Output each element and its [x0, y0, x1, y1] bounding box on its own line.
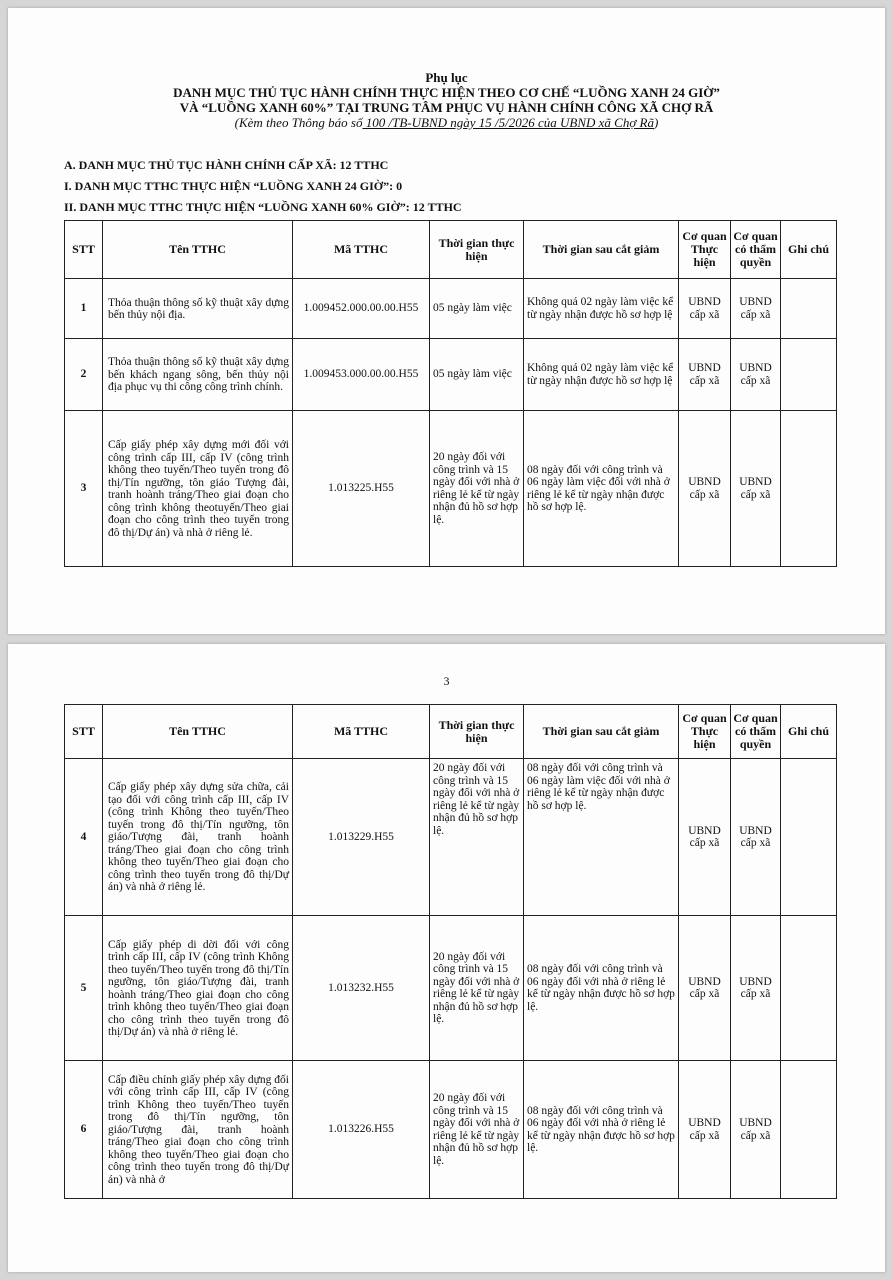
col-header-authority: Cơ quan có thẩm quyền — [731, 221, 781, 279]
row-note — [781, 916, 837, 1061]
row-authority: UBND cấp xã — [731, 916, 781, 1061]
row-authority: UBND cấp xã — [731, 1061, 781, 1199]
row-cut-time: 08 ngày đối với công trình và 06 ngày đối với nhà ở riêng lẻ kể từ ngày nhận được hồ sơ hợp lệ. — [524, 1061, 679, 1199]
row-code: 1.013232.H55 — [293, 916, 430, 1061]
col-header-cut-time: Thời gian sau cắt giảm — [524, 705, 679, 759]
row-time: 20 ngày đối với công trình và 15 ngày đối với nhà ở riêng lẻ kể từ ngày nhận đủ hồ sơ hợp lệ. — [430, 916, 524, 1061]
row-time: 05 ngày làm việc — [430, 279, 524, 339]
row-code: 1.013229.H55 — [293, 759, 430, 916]
table-row — [65, 1061, 837, 1199]
row-authority: UBND cấp xã — [731, 279, 781, 339]
row-note — [781, 1061, 837, 1199]
row-cut-time: Không quá 02 ngày làm việc kể từ ngày nhận được hồ sơ hợp lệ — [524, 339, 679, 411]
reference-prefix: (Kèm theo Thông báo số — [234, 115, 363, 130]
section-a-heading: A. DANH MỤC THỦ TỤC HÀNH CHÍNH CẤP XÃ: 12 TTHC — [64, 158, 389, 172]
col-header-code: Mã TTHC — [293, 221, 430, 279]
table-row — [65, 411, 837, 567]
row-name: Cấp giấy phép xây dựng sửa chữa, cải tạo đối với công trình cấp III, cấp IV (công trình Không theo tuyến/Theo tuyến trong đô thị/Tín ngưỡng, tôn giáo/Tượng đài, tranh hoành tráng/Theo giai đoạn cho công trình không theo tuyến/Theo giai đoạn cho công trình theo tuyến trong đô thị/Dự án) và nhà ở riêng lẻ. — [103, 759, 293, 916]
row-stt: 2 — [65, 339, 103, 411]
row-exec-agency: UBND cấp xã — [679, 1061, 731, 1199]
row-time: 20 ngày đối với công trình và 15 ngày đối với nhà ở riêng lẻ kể từ ngày nhận đủ hồ sơ hợp lệ. — [430, 1061, 524, 1199]
appendix-title: Phụ lục — [425, 70, 468, 85]
row-exec-agency: UBND cấp xã — [679, 339, 731, 411]
row-name: Cấp giấy phép di dời đối với công trình cấp III, cấp IV (công trình Không theo tuyến/Theo tuyến trong đô thị/Tín ngưỡng, tôn giáo/Tượng đài, tranh hoành tráng/Theo giai đoạn cho công trình không theo tuyến/Theo giai đoạn cho công trình theo tuyến trong đô thị/Dự án) và nhà ở riêng lẻ. — [103, 916, 293, 1061]
row-name: Cấp giấy phép xây dựng mới đối với công trình cấp III, cấp IV (công trình không theo tuyến/Theo tuyến trong đô thị/Tín ngưỡng, tôn giáo Tượng đài, tranh hoành tráng/Theo giai đoạn cho công trình không theotuyến/Theo giai đoạn cho công trình theo tuyến trong đô thị/Dự án) và nhà ở riêng lẻ. — [103, 411, 293, 567]
col-header-exec-agency: Cơ quan Thực hiện — [679, 221, 731, 279]
reference-suffix: ) — [653, 115, 659, 130]
row-authority: UBND cấp xã — [731, 339, 781, 411]
row-stt: 3 — [65, 411, 103, 567]
row-cut-time: 08 ngày đối với công trình và 06 ngày làm việc đối với nhà ở riêng lẻ kể từ ngày nhận được hồ sơ hợp lệ. — [524, 759, 679, 916]
row-stt: 4 — [65, 759, 103, 916]
col-header-authority: Cơ quan có thẩm quyền — [731, 705, 781, 759]
row-stt: 5 — [65, 916, 103, 1061]
row-time: 20 ngày đối với công trình và 15 ngày đối với nhà ở riêng lẻ kể từ ngày nhận đủ hồ sơ hợp lệ. — [430, 411, 524, 567]
table-row — [65, 339, 837, 411]
row-exec-agency: UBND cấp xã — [679, 279, 731, 339]
row-authority: UBND cấp xã — [731, 759, 781, 916]
section-i-heading: I. DANH MỤC TTHC THỰC HIỆN “LUỒNG XANH 24 GIỜ”: 0 — [64, 179, 403, 193]
row-stt: 6 — [65, 1061, 103, 1199]
row-note — [781, 411, 837, 567]
row-code: 1.009453.000.00.00.H55 — [293, 339, 430, 411]
section-ii-heading: II. DANH MỤC TTHC THỰC HIỆN “LUỒNG XANH 60% GIỜ”: 12 TTHC — [64, 200, 462, 214]
row-code: 1.013226.H55 — [293, 1061, 430, 1199]
document-page-1 — [8, 8, 885, 634]
row-name: Cấp điều chỉnh giấy phép xây dựng đối với công trình cấp III, cấp IV (công trình Không theo tuyến/Theo tuyến trong đô thị/Tín ngưỡng, tôn giáo/Tượng đài, tranh hoành tráng/Theo giai đoạn cho công trình không theo tuyến/Theo giai đoạn cho công trình theo tuyến trong đô thị/Dự án) và nhà ở — [103, 1061, 293, 1199]
procedure-table-page-1 — [64, 220, 837, 567]
col-header-exec-agency: Cơ quan Thực hiện — [679, 705, 731, 759]
document-title-line-2: VÀ “LUỒNG XANH 60%” TẠI TRUNG TÂM PHỤC VỤ HÀNH CHÍNH CÔNG XÃ CHỢ RÃ — [179, 100, 714, 115]
row-note — [781, 279, 837, 339]
row-code: 1.013225.H55 — [293, 411, 430, 567]
document-title-line-1: DANH MỤC THỦ TỤC HÀNH CHÍNH THỰC HIỆN THEO CƠ CHẾ “LUỒNG XANH 24 GIỜ” — [173, 85, 720, 100]
col-header-note: Ghi chú — [781, 705, 837, 759]
row-cut-time: Không quá 02 ngày làm việc kể từ ngày nhận được hồ sơ hợp lệ — [524, 279, 679, 339]
row-cut-time: 08 ngày đối với công trình và 06 ngày đối với nhà ở riêng lẻ kể từ ngày nhận được hồ sơ hợp lệ. — [524, 916, 679, 1061]
row-time: 05 ngày làm việc — [430, 339, 524, 411]
page-number: 3 — [443, 674, 450, 688]
col-header-name: Tên TTHC — [103, 705, 293, 759]
table-row — [65, 916, 837, 1061]
col-header-stt: STT — [65, 221, 103, 279]
procedure-table-page-2 — [64, 704, 837, 1199]
row-note — [781, 339, 837, 411]
col-header-time: Thời gian thực hiện — [430, 705, 524, 759]
col-header-note: Ghi chú — [781, 221, 837, 279]
row-exec-agency: UBND cấp xã — [679, 411, 731, 567]
document-reference-line — [8, 115, 885, 130]
row-name: Thỏa thuận thông số kỹ thuật xây dựng bến khách ngang sông, bến thủy nội địa phục vụ thi công công trình chính. — [103, 339, 293, 411]
table-header-row — [65, 705, 837, 759]
row-authority: UBND cấp xã — [731, 411, 781, 567]
col-header-code: Mã TTHC — [293, 705, 430, 759]
col-header-stt: STT — [65, 705, 103, 759]
row-note — [781, 759, 837, 916]
row-time: 20 ngày đối với công trình và 15 ngày đối với nhà ở riêng lẻ kể từ ngày nhận đủ hồ sơ hợp lệ. — [430, 759, 524, 916]
row-exec-agency: UBND cấp xã — [679, 759, 731, 916]
col-header-cut-time: Thời gian sau cắt giảm — [524, 221, 679, 279]
table-header-row — [65, 221, 837, 279]
document-page-2 — [8, 644, 885, 1272]
col-header-name: Tên TTHC — [103, 221, 293, 279]
row-stt: 1 — [65, 279, 103, 339]
table-row — [65, 279, 837, 339]
row-exec-agency: UBND cấp xã — [679, 916, 731, 1061]
row-name: Thỏa thuận thông số kỹ thuật xây dựng bến thủy nội địa. — [103, 279, 293, 339]
row-code: 1.009452.000.00.00.H55 — [293, 279, 430, 339]
table-row — [65, 759, 837, 916]
reference-number: 100 /TB-UBND ngày 15 /5/2026 của UBND xã Chợ Rã — [362, 115, 654, 130]
row-cut-time: 08 ngày đối với công trình và 06 ngày làm việc đối với nhà ở riêng lẻ kể từ ngày nhận được hồ sơ hợp lệ. — [524, 411, 679, 567]
col-header-time: Thời gian thực hiện — [430, 221, 524, 279]
